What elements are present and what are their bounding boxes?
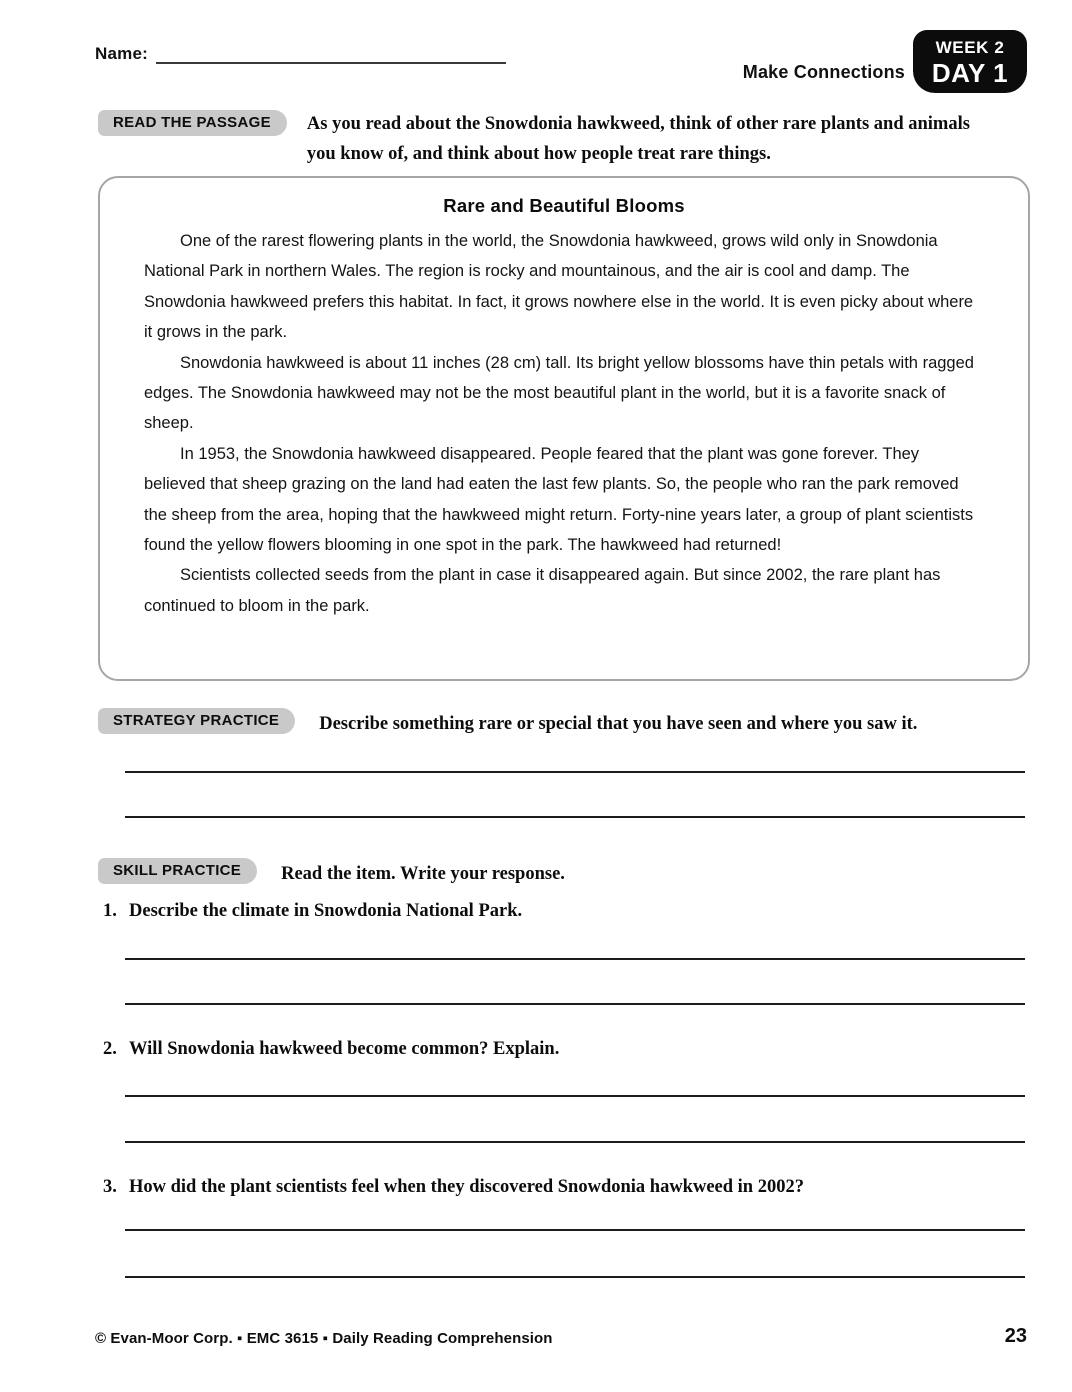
strategy-answer-line[interactable] bbox=[125, 816, 1025, 818]
question-text: Will Snowdonia hawkweed become common? Explain. bbox=[129, 1039, 560, 1059]
skill-practice-instruction: Read the item. Write your response. bbox=[281, 864, 565, 884]
question-number: 1. bbox=[103, 901, 117, 921]
strategy-answer-line[interactable] bbox=[125, 771, 1025, 773]
day-label: DAY 1 bbox=[931, 57, 1009, 88]
question-text: How did the plant scientists feel when they discovered Snowdonia hawkweed in 2002? bbox=[129, 1177, 804, 1197]
question-text: Describe the climate in Snowdonia National Park. bbox=[129, 901, 523, 921]
lesson-subtitle: Make Connections bbox=[742, 62, 905, 82]
question-1 bbox=[103, 901, 522, 922]
question-3-answer-line[interactable] bbox=[125, 1276, 1025, 1278]
passage-paragraph: One of the rarest flowering plants in the world, the Snowdonia hawkweed, grows wild only in Snowdonia National Park in northern Wales. The region is rocky and mountainous, and the air is cool and damp. The Snowdonia hawkweed prefers this habitat. In fact, it grows nowhere else in the world. It is even picky about where it grows in the park. bbox=[144, 232, 974, 342]
passage-paragraph: Snowdonia hawkweed is about 11 inches (28 cm) tall. Its bright yellow blossoms have thin petals with ragged edges. The Snowdonia hawkweed may not be the most beautiful plant in the world, but it is a favorite snack of sheep. bbox=[144, 353, 974, 433]
question-2-answer-line[interactable] bbox=[125, 1095, 1025, 1097]
strategy-practice-instruction: Describe something rare or special that you have seen and where you saw it. bbox=[319, 714, 918, 734]
passage-paragraph: In 1953, the Snowdonia hawkweed disappeared. People feared that the plant was gone forever. They believed that sheep grazing on the land had eaten the last few plants. So, the people who ran the park removed the sheep from the area, hoping that the hawkweed might return. Forty-nine years later, a group of plant scientists found the yellow flowers blooming in one spot in the park. The hawkweed had returned! bbox=[144, 444, 974, 555]
name-write-line[interactable] bbox=[156, 48, 506, 64]
read-passage-instruction: As you read about the Snowdonia hawkweed, think of other rare plants and animals you know of, and think about how people treat rare things. bbox=[306, 114, 970, 164]
week-label: WEEK 2 bbox=[935, 37, 1005, 57]
question-2 bbox=[103, 1039, 559, 1060]
skill-practice-badge: SKILL PRACTICE bbox=[98, 858, 257, 884]
question-2-answer-line[interactable] bbox=[125, 1141, 1025, 1143]
read-passage-section bbox=[98, 110, 997, 169]
strategy-practice-badge: STRATEGY PRACTICE bbox=[98, 708, 295, 734]
strategy-practice-section bbox=[98, 708, 917, 739]
passage-title: Rare and Beautiful Blooms bbox=[443, 195, 685, 216]
question-number: 3. bbox=[103, 1177, 117, 1197]
name-label: Name: bbox=[95, 44, 148, 63]
question-3-answer-line[interactable] bbox=[125, 1229, 1025, 1231]
passage-paragraph: Scientists collected seeds from the plant in case it disappeared again. But since 2002, the rare plant has continued to bloom in the park. bbox=[144, 566, 941, 615]
footer-credit: © Evan-Moor Corp. ▪ EMC 3615 ▪ Daily Reading Comprehension bbox=[95, 1330, 553, 1347]
question-1-answer-line[interactable] bbox=[125, 1003, 1025, 1005]
name-row bbox=[95, 44, 506, 64]
page-number: 23 bbox=[1004, 1325, 1027, 1347]
skill-practice-section bbox=[98, 858, 565, 889]
question-1-answer-line[interactable] bbox=[125, 958, 1025, 960]
question-number: 2. bbox=[103, 1039, 117, 1059]
week-day-badge bbox=[913, 30, 1027, 93]
question-3 bbox=[103, 1177, 804, 1198]
passage-box bbox=[98, 176, 1030, 681]
read-passage-badge: READ THE PASSAGE bbox=[98, 110, 287, 136]
